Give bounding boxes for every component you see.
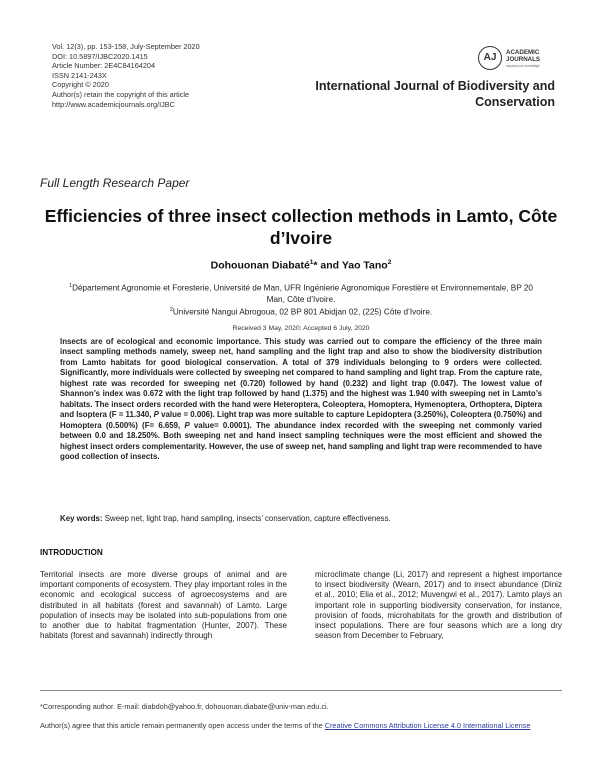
- affiliation-2-number: 2: [169, 306, 173, 313]
- logo-wordmark: [506, 49, 540, 63]
- journal-url-line: http://www.academicjournals.org/IJBC: [52, 99, 175, 109]
- keywords: [60, 514, 542, 524]
- keywords-label: Key words:: [60, 514, 103, 523]
- doi-line: DOI: 10.5897/IJBC2020.1415: [52, 51, 148, 61]
- abstract-part-3: value= 0.0001). The abundance index recorded with the sweeping net commonly varied between 0.0 and 18.250%. Both sweeping net and hand insect sampling techniques were the most efficient and showed the highest insect orders complementarity. However, the use of sweep net, hand sampling and light trap were recommended to have good collection of insects.: [60, 420, 542, 461]
- article-number-line: Article Number: 2E4C84164204: [52, 61, 156, 71]
- logo-tagline: expand your knowledge: [506, 64, 540, 68]
- author-1-affiliation-mark: 1: [309, 259, 314, 266]
- article-title: Efficiencies of three insect collection methods in Lamto, Côte d’Ivoire: [44, 206, 558, 248]
- corresponding-author-note: *Corresponding author. E-mail: diabdoh@yahoo.fr, dohouonan.diabate@univ-man.edu.ci.: [40, 702, 329, 711]
- logo-line-academic: ACADEMIC: [506, 49, 540, 56]
- license-link[interactable]: Creative Commons Attribution License 4.0 International License: [324, 721, 531, 730]
- corresponding-mark: *: [313, 259, 318, 272]
- author-line: [40, 259, 562, 272]
- article-category: Full Length Research Paper: [40, 176, 190, 190]
- author-connector: and: [317, 259, 342, 272]
- footnote-divider: [40, 690, 562, 691]
- introduction-column-2: microclimate change (Li, 2017) and represent a highest importance to insect biodiversity (Wearn, 2017) and to insect abundance (Diniz et al., 2010; Elia et al., 2012; Muvengwi et al., 2017). Lamto plays an important role in supporting biodiversity conservation, for instance, provision of foods, microhabitats for the growth and distribution of insect populations. There are four seasons which are a long dry season from December to February,: [315, 570, 562, 641]
- copyright-note-line: Author(s) retain the copyright of this article: [52, 89, 190, 99]
- abstract-p-symbol-1: P: [153, 410, 159, 420]
- affiliation-2: [60, 305, 542, 318]
- introduction-column-1: Territorial insects are more diverse groups of animal and are important components of ecosystem. They play important roles in the economic and ecological success of agroecosystems and are distributed in all habitats (forest and savannah) of Lamto. Large population of insects may be isolated into sub-populations from one to another due to habitat fragmentation (Hunter, 2007). These habitats (forest and savannah) indirectly through: [40, 570, 287, 641]
- author-1-name: Dohouonan Diabaté: [210, 259, 310, 272]
- keywords-text: Sweep net, light trap, hand sampling, insects’ conservation, capture effectiveness.: [102, 514, 391, 523]
- introduction-heading: INTRODUCTION: [40, 548, 103, 557]
- license-note: [40, 721, 562, 731]
- issn-line: ISSN 2141-243X: [52, 70, 107, 80]
- affiliations: [60, 281, 542, 317]
- author-2-affiliation-mark: 2: [387, 259, 392, 266]
- affiliation-1-text: Département Agronomie et Foresterie, Université de Man, UFR Ingénierie Agronomique Forestière et Environnementale, BP 20 Man, Côte d’Ivoire.: [72, 283, 533, 304]
- abstract: [60, 337, 542, 462]
- logo-badge-icon: AJ: [478, 46, 502, 70]
- abstract-p-symbol-2: P: [184, 420, 190, 430]
- article-metadata: [52, 42, 200, 109]
- volume-line: Vol. 12(3), pp. 153-158, July-September 2020: [52, 42, 200, 51]
- received-dates: Received 3 May, 2020; Accepted 6 July, 2020: [232, 325, 370, 332]
- logo-line-journals: JOURNALS: [506, 56, 541, 63]
- copyright-line: Copyright © 2020: [52, 80, 109, 90]
- author-2-name: Yao Tano: [341, 259, 388, 272]
- journal-name: International Journal of Biodiversity and Conservation: [315, 79, 555, 109]
- affiliation-2-text: Université Nangui Abrogoua, 02 BP 801 Abidjan 02, (225) Côte d’Ivoire.: [172, 307, 433, 317]
- abstract-part-1: Insects are of ecological and economic importance. This study was carried out to compare the efficiency of the three main insect sampling methods namely, sweep net, hand sampling and the light trap and also to show the biodiversity distribution from Lamto habitats for good biological conservation. A total of 379 individuals belonging to 9 orders were collected. Significantly, more individuals were collected by sweeping net compared to hand sampling and light trap. From the capture rate, highest rate was recorded for sweeping net (0.720) followed by hand (0.232) and light trap (0.047). The lowest value of Shannon’s index was 0.672 with the light trap followed by hand (1.375) and the highest was 1.940 with sweeping net in Lamto’s habitats. The insect orders recorded with the hand were Heteroptera, Coleoptera, Homoptera, Hymenoptera, Orthoptera, Diptera and Isoptera (F = 11.340,: [60, 337, 542, 420]
- affiliation-1-number: 1: [69, 283, 73, 289]
- abstract-part-2: value = 0.006). Light trap was more suitable to capture Lepidoptera (3.250%), Coleoptera (0.750%) and Homoptera (0.500%) (F= 6.659,: [60, 410, 542, 430]
- license-text: Author(s) agree that this article remain permanently open access under the terms of the: [40, 721, 325, 730]
- affiliation-1: [60, 281, 542, 305]
